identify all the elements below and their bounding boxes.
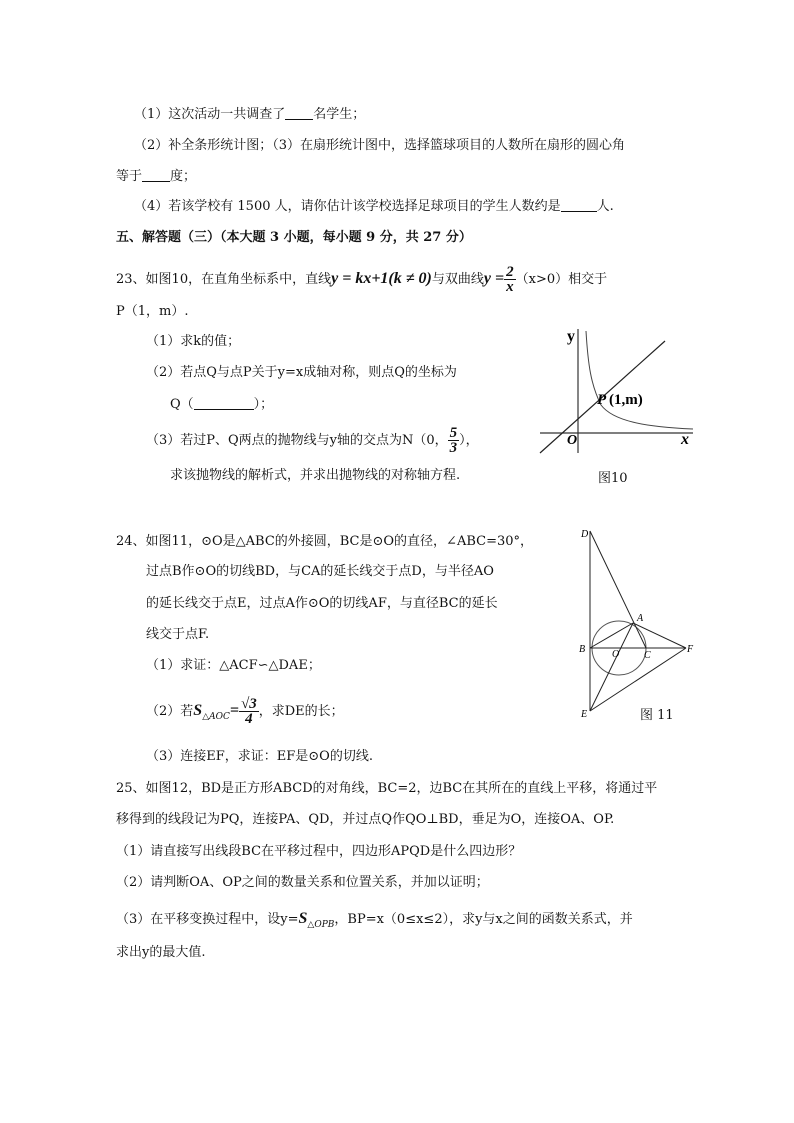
q23-sub2-answer: Q（ ）； xyxy=(170,397,274,412)
answer-blank xyxy=(194,395,254,410)
q23-sub3-cont: 求该抛物线的解析式，并求出抛物线的对称轴方程. xyxy=(170,468,461,483)
x-axis-label: x xyxy=(681,431,689,448)
q24-stem-1: 24、如图11，⊙O是△ABC的外接圆，BC是⊙O的直径，∠ABC=30°， xyxy=(116,534,534,549)
segment-af xyxy=(633,623,686,648)
q22-part2-cont: 等于 度； xyxy=(116,169,197,184)
hyperbola-curve xyxy=(586,331,693,429)
q25-stem-2: 移得到的线段记为PQ，连接PA、QD，并过点Q作QO⊥BD，垂足为O，连接OA、OP. xyxy=(116,812,615,827)
q25-sub3: （3）在平移变换过程中，设$y=S_{\triangle OPB}$，BP=x（0≤x≤2），求y与x之间的函数关系式，并 xyxy=(116,910,633,930)
origin-label: O xyxy=(567,433,578,448)
line-equation: y = kx+1(k ≠ 0) xyxy=(331,270,432,287)
q23-sub2: （2）若点Q与点P关于y=x成轴对称，则点Q的坐标为 xyxy=(146,365,457,380)
q23-stem-cont: P（1，m）. xyxy=(116,304,189,319)
figure-10 xyxy=(535,325,695,455)
label-f: F xyxy=(687,644,694,655)
q23-stem: 23、如图10，在直角坐标系中，直线y = kx+1(k ≠ 0)与双曲线y = $\frac{2}{x}$ （x>0）相交于 xyxy=(116,264,608,295)
q22-part4: （4）若该学校有 1500 人，请你估计该学校选择足球项目的学生人数约是 人. xyxy=(134,199,614,214)
q24-sub3: （3）连接EF，求证：EF是⊙O的切线. xyxy=(146,749,373,764)
q22-part2: （2）补全条形统计图；（3）在扇形统计图中，选择篮球项目的人数所在扇形的圆心角 xyxy=(134,138,626,153)
q23-sub3: （3）若过P、Q两点的抛物线与y轴的交点为N（0， $\frac{5}{3}$ ）， xyxy=(146,425,479,456)
q24-stem-3: 的延长线交于点E，过点A作⊙O的切线AF，与直径BC的延长 xyxy=(146,596,498,611)
answer-blank xyxy=(142,167,170,182)
area-fraction: $\frac{√3}{4}$ xyxy=(241,696,257,727)
q25-sub3-cont: 求出y的最大值. xyxy=(116,945,206,960)
y-axis-label: y xyxy=(567,328,575,345)
q24-sub2: （2）若$S_{\triangle AOC}=$ $\frac{√3}{4}$ ，求DE的长； xyxy=(146,696,344,727)
hyperbola-fraction: $\frac{2}{x}$ xyxy=(506,264,514,295)
q25-sub1: （1）请直接写出线段BC在平移过程中，四边形APQD是什么四边形？ xyxy=(116,844,522,859)
figure-11-caption: 图 11 xyxy=(640,708,674,723)
segment-ea xyxy=(590,623,633,711)
q25-stem-1: 25、如图12，BD是正方形ABCD的对角线，BC=2，边BC在其所在的直线上平移，将通过平 xyxy=(116,781,658,796)
q24-sub1: （1）求证：△ACF∽△DAE； xyxy=(146,658,321,673)
figure-10-caption: 图10 xyxy=(598,471,628,486)
q25-sub2: （2）请判断OA、OP之间的数量关系和位置关系，并加以证明； xyxy=(116,875,489,890)
q22-part1: （1）这次活动一共调查了 名学生； xyxy=(134,107,366,122)
q24-stem-2: 过点B作⊙O的切线BD，与CA的延长线交于点D，与半径AO xyxy=(146,564,494,579)
label-a: A xyxy=(637,613,644,624)
segment-ef xyxy=(590,648,686,711)
section-title: 五、解答题（三）（本大题 3 小题，每小题 9 分，共 27 分） xyxy=(116,230,472,245)
label-c: C xyxy=(644,650,651,661)
answer-blank xyxy=(561,197,597,212)
q23-sub1: （1）求k的值； xyxy=(146,334,241,349)
label-e: E xyxy=(581,709,588,720)
n-fraction: $\frac{5}{3}$ xyxy=(449,425,458,456)
label-o: O xyxy=(612,649,620,660)
point-p-label: P xyxy=(597,392,607,408)
point-p-coord: (1,m) xyxy=(609,392,643,408)
figure-11 xyxy=(578,525,698,720)
label-b: B xyxy=(579,644,586,655)
answer-blank xyxy=(285,105,313,120)
q24-stem-4: 线交于点F. xyxy=(146,627,210,642)
label-d: D xyxy=(581,529,589,540)
